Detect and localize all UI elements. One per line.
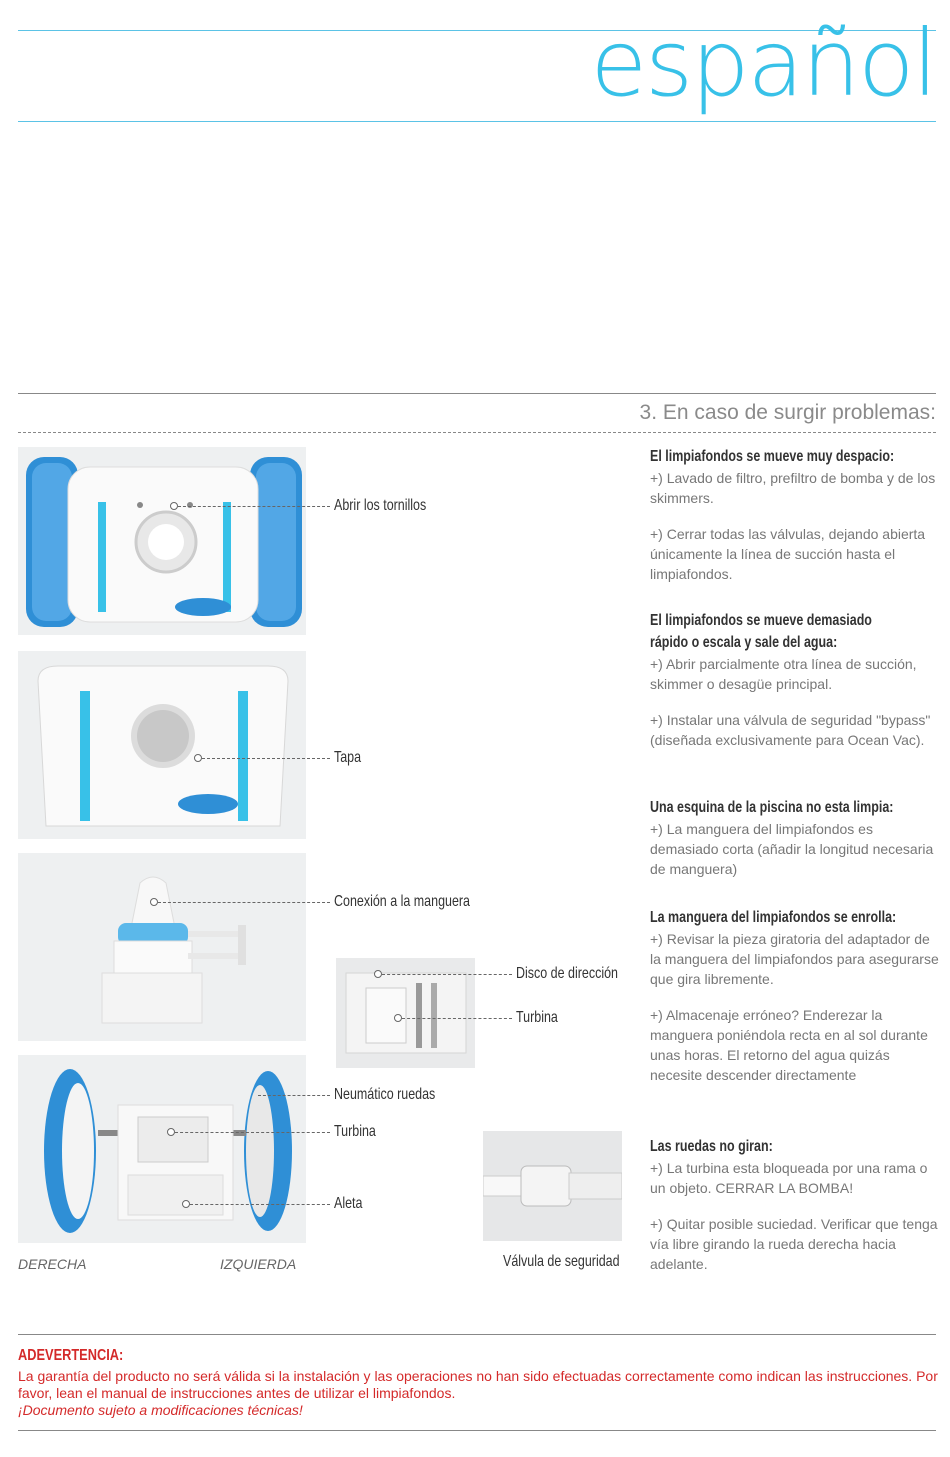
faq-answer: +) Quitar posible suciedad. Verificar que tenga vía libre girando la rueda derecha hacia adelante. [650, 1216, 938, 1272]
caption-left: IZQUIERDA [220, 1256, 297, 1272]
faq-question: La manguera del limpiafondos se enrolla: [650, 909, 897, 926]
callout-leader [382, 974, 512, 975]
caption-right: DERECHA [18, 1256, 87, 1272]
callout-leader [178, 506, 330, 507]
callout-leader [158, 902, 330, 903]
photo-cover [18, 651, 306, 839]
callout-dot [182, 1200, 190, 1208]
faq-answer: +) La turbina esta bloqueada por una rama o un objeto. CERRAR LA BOMBA! [650, 1160, 928, 1196]
callout-dot [374, 970, 382, 978]
photo-wheels-turbine [18, 1055, 306, 1243]
callout-dot [194, 754, 202, 762]
callout-safety-valve: Válvula de seguridad [503, 1253, 620, 1270]
faq-answer: +) Revisar la pieza giratoria del adaptador de la manguera del limpiafondos para asegurarse que gira libremente. [650, 931, 939, 987]
faq-question: Las ruedas no giran: [650, 1138, 773, 1155]
cover-illustration [18, 651, 306, 839]
faq-answer: +) Abrir parcialmente otra línea de succión, skimmer o desagüe principal. [650, 656, 917, 692]
faq-answer: +) La manguera del limpiafondos es demasiado corta (añadir la longitud necesaria de manguera) [650, 821, 934, 877]
callout-leader [175, 1132, 330, 1133]
photo-safety-valve [483, 1131, 622, 1241]
faq-answer: +) Almacenaje erróneo? Enderezar la manguera poniéndola recta en al sol durante unas horas. El retorno del agua quizás necesite descender directamente [650, 1007, 928, 1083]
cleaner-top-illustration [18, 447, 306, 635]
callout-turbine-b: Turbina [334, 1123, 376, 1140]
callout-dot [394, 1014, 402, 1022]
safety-valve-illustration [483, 1131, 622, 1241]
callout-dot [167, 1128, 175, 1136]
warning-note: ¡Documento sujeto a modificaciones técnicas! [18, 1402, 303, 1418]
callout-leader [202, 758, 330, 759]
faq-question: El limpiafondos se mueve demasiado rápido o escala y sale del agua: [650, 612, 872, 651]
callout-turbine-a: Turbina [516, 1009, 558, 1026]
faq-item [650, 446, 940, 584]
callout-screws: Abrir los tornillos [334, 497, 427, 514]
photo-cleaner-top [18, 447, 306, 635]
faq-question: Una esquina de la piscina no esta limpia: [650, 799, 894, 816]
warning-top-rule [18, 1334, 936, 1335]
section-title: 3. En caso de surgir problemas: [639, 401, 936, 424]
warning-box [18, 1368, 938, 1419]
language-title: español [590, 10, 936, 117]
callout-fin: Aleta [334, 1195, 363, 1212]
faq-item [650, 907, 940, 1085]
hose-connection-illustration [18, 853, 306, 1041]
callout-tire: Neumático ruedas [334, 1086, 436, 1103]
wheels-turbine-illustration [18, 1055, 306, 1243]
callout-dot [170, 502, 178, 510]
callout-leader [258, 1095, 330, 1096]
faq-answer: +) Lavado de filtro, prefiltro de bomba y de los skimmers. [650, 470, 936, 506]
faq-item [650, 797, 940, 879]
faq-answer: +) Cerrar todas las válvulas, dejando abierta únicamente la línea de succión hasta el limpiafondos. [650, 526, 926, 582]
section-bottom-rule [18, 432, 936, 433]
callout-steering-disc: Disco de dirección [516, 965, 618, 982]
warning-title: ADEVERTENCIA: [18, 1347, 124, 1364]
faq-question: El limpiafondos se mueve muy despacio: [650, 448, 895, 465]
section-top-rule [18, 393, 936, 394]
callout-cover: Tapa [334, 749, 362, 766]
warning-bottom-rule [18, 1430, 936, 1431]
header-bottom-rule [18, 121, 936, 122]
warning-text: La garantía del producto no será válida si la instalación y las operaciones no han sido efectuadas correctamente como indican las instrucciones. Por favor, lean el manual de instrucciones antes de utilizar el limpiafondos. [18, 1368, 938, 1401]
faq-item [650, 1136, 940, 1274]
faq-item [650, 610, 940, 750]
faq-answer: +) Instalar una válvula de seguridad "bypass" (diseñada exclusivamente para Ocean Vac). [650, 712, 931, 748]
callout-leader [402, 1018, 512, 1019]
photo-hose-connection [18, 853, 306, 1041]
callout-hose-connection: Conexión a la manguera [334, 893, 470, 910]
callout-dot [150, 898, 158, 906]
callout-leader [190, 1204, 330, 1205]
